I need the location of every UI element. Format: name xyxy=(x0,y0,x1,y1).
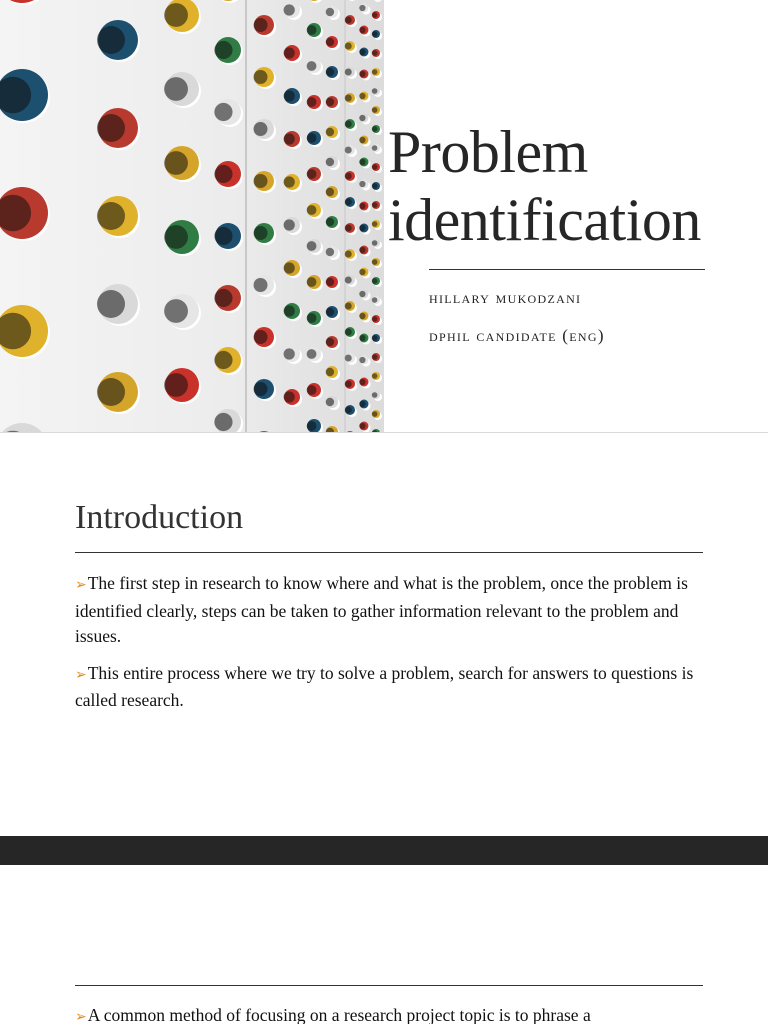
heading-divider xyxy=(75,985,703,986)
author-name: hillary mukodzani xyxy=(429,288,582,307)
slide-title xyxy=(388,118,758,254)
title-line-1: Problem xyxy=(388,119,588,185)
title-slide xyxy=(0,0,768,432)
bullet-text: This entire process where we try to solve a problem, search for answers to questions is called research. xyxy=(75,662,694,710)
author-role: dphil candidate (eng) xyxy=(429,326,605,345)
bullet-text: The first step in research to know where and what is the problem, once the problem is identified clearly, steps can be taken to gather information relevant to the problem and issues. xyxy=(75,573,688,646)
arrow-bullet-icon: ➢ xyxy=(75,578,87,593)
title-divider xyxy=(429,269,705,270)
next-slide xyxy=(0,865,768,1024)
arrow-bullet-icon: ➢ xyxy=(75,667,87,683)
bullet-item xyxy=(75,1003,715,1024)
slide-gap-band xyxy=(0,836,768,865)
bullet-text: A common method of focusing on a research project topic is to phrase a xyxy=(87,1005,591,1024)
heading-divider xyxy=(75,552,703,553)
title-line-2: identification xyxy=(388,187,701,253)
bullet-list xyxy=(75,571,710,725)
subtitle xyxy=(429,286,749,362)
bullet-item xyxy=(75,571,710,650)
bullet-item xyxy=(75,661,710,714)
introduction-slide xyxy=(0,433,768,836)
perforated-wall-photo xyxy=(0,0,384,432)
slide-heading: Introduction xyxy=(75,499,244,536)
perforated-wall-image xyxy=(0,0,384,432)
arrow-bullet-icon: ➢ xyxy=(75,1010,87,1024)
